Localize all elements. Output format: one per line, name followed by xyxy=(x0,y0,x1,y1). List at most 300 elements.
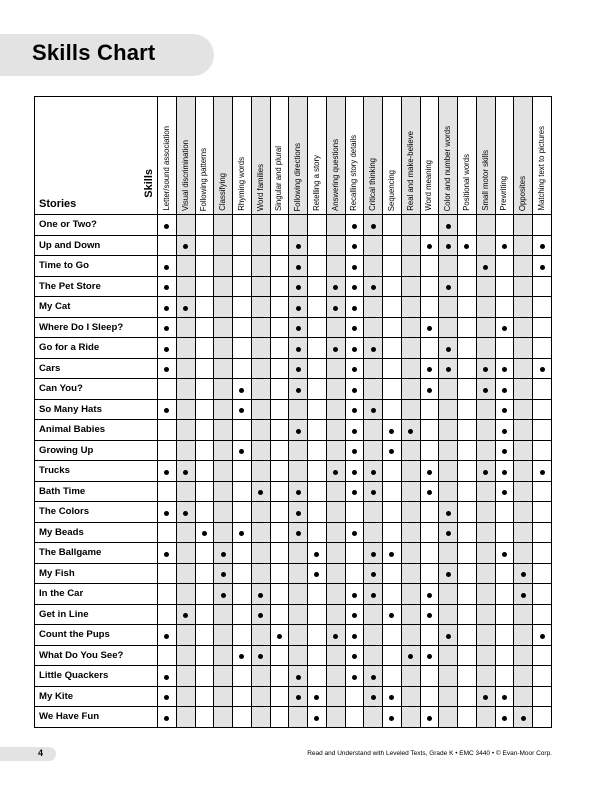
skill-cell xyxy=(495,358,514,379)
skill-cell xyxy=(233,625,252,646)
table-row xyxy=(35,379,552,400)
skill-header xyxy=(514,97,533,215)
skill-cell xyxy=(326,256,345,277)
skill-dot-icon xyxy=(314,572,319,577)
story-name: Trucks xyxy=(35,461,158,482)
skill-cell xyxy=(326,379,345,400)
skill-cell xyxy=(289,686,308,707)
skill-cell xyxy=(289,440,308,461)
skill-cell xyxy=(195,666,214,687)
skill-cell xyxy=(214,584,233,605)
skill-cell xyxy=(214,625,233,646)
skill-dot-icon xyxy=(352,613,357,618)
skill-dot-icon xyxy=(333,347,338,352)
skill-cell xyxy=(495,645,514,666)
skill-cell xyxy=(289,215,308,236)
skill-cell xyxy=(533,379,552,400)
skill-label: Visual discrimination xyxy=(180,140,190,211)
skill-cell xyxy=(476,543,495,564)
skill-cell xyxy=(308,338,327,359)
table-row xyxy=(35,502,552,523)
skill-dot-icon xyxy=(446,634,451,639)
skill-cell xyxy=(533,461,552,482)
skill-cell xyxy=(495,584,514,605)
skill-cell xyxy=(176,481,195,502)
skill-dot-icon xyxy=(183,306,188,311)
skill-cell xyxy=(270,645,289,666)
skill-cell xyxy=(401,317,420,338)
skill-cell xyxy=(176,399,195,420)
skill-cell xyxy=(345,481,364,502)
skill-cell xyxy=(326,317,345,338)
table-row xyxy=(35,707,552,728)
skill-cell xyxy=(251,625,270,646)
skill-header xyxy=(458,97,477,215)
skill-dot-icon xyxy=(389,449,394,454)
skill-dot-icon xyxy=(427,613,432,618)
skill-cell xyxy=(233,461,252,482)
skill-cell xyxy=(251,276,270,297)
skill-dot-icon xyxy=(296,695,301,700)
skill-cell xyxy=(176,645,195,666)
skill-cell xyxy=(458,522,477,543)
skill-cell xyxy=(533,297,552,318)
skill-cell xyxy=(270,358,289,379)
skill-cell xyxy=(214,338,233,359)
skill-cell xyxy=(495,686,514,707)
skill-cell xyxy=(383,686,402,707)
skill-cell xyxy=(401,481,420,502)
skill-cell xyxy=(383,256,402,277)
skill-cell xyxy=(326,666,345,687)
skill-cell xyxy=(439,338,458,359)
skill-cell xyxy=(308,543,327,564)
skill-dot-icon xyxy=(446,367,451,372)
skill-cell xyxy=(533,338,552,359)
skill-cell xyxy=(326,399,345,420)
skill-cell xyxy=(514,502,533,523)
skill-cell xyxy=(158,338,177,359)
skill-cell xyxy=(176,563,195,584)
skill-cell xyxy=(158,420,177,441)
skill-cell xyxy=(251,707,270,728)
skill-dot-icon xyxy=(296,244,301,249)
skill-dot-icon xyxy=(296,531,301,536)
skill-cell xyxy=(195,399,214,420)
skill-cell xyxy=(383,338,402,359)
skill-dot-icon xyxy=(446,531,451,536)
skill-cell xyxy=(364,563,383,584)
skill-cell xyxy=(270,666,289,687)
skill-cell xyxy=(345,604,364,625)
skill-cell xyxy=(458,481,477,502)
skill-dot-icon xyxy=(164,224,169,229)
skill-cell xyxy=(420,625,439,646)
skill-cell xyxy=(439,481,458,502)
skill-cell xyxy=(401,645,420,666)
skill-cell xyxy=(514,686,533,707)
skill-cell xyxy=(533,256,552,277)
skill-label: Positional words xyxy=(461,154,471,211)
skill-cell xyxy=(214,563,233,584)
skill-dot-icon xyxy=(446,244,451,249)
skill-cell xyxy=(233,338,252,359)
skill-cell xyxy=(514,317,533,338)
skill-cell xyxy=(439,297,458,318)
skill-cell xyxy=(383,215,402,236)
skill-cell xyxy=(401,522,420,543)
skill-dot-icon xyxy=(352,470,357,475)
footer-credit: Read and Understand with Leveled Texts, Grade K • EMC 3440 • © Evan-Moor Corp. xyxy=(307,750,552,757)
skill-cell xyxy=(158,666,177,687)
skill-cell xyxy=(383,358,402,379)
skill-cell xyxy=(514,358,533,379)
skill-cell xyxy=(158,235,177,256)
skill-dot-icon xyxy=(164,634,169,639)
skill-cell xyxy=(401,399,420,420)
skill-dot-icon xyxy=(352,449,357,454)
skill-dot-icon xyxy=(371,593,376,598)
skill-cell xyxy=(476,235,495,256)
skill-cell xyxy=(383,707,402,728)
skill-cell xyxy=(439,358,458,379)
skill-cell xyxy=(458,215,477,236)
skill-cell xyxy=(364,666,383,687)
skill-cell xyxy=(176,604,195,625)
skill-dot-icon xyxy=(296,490,301,495)
skill-cell xyxy=(533,543,552,564)
skill-cell xyxy=(476,502,495,523)
skill-dot-icon xyxy=(352,224,357,229)
skill-cell xyxy=(476,440,495,461)
skill-cell xyxy=(308,215,327,236)
skill-cell xyxy=(345,625,364,646)
table-row xyxy=(35,358,552,379)
skill-dot-icon xyxy=(502,408,507,413)
skill-cell xyxy=(251,338,270,359)
skill-cell xyxy=(214,666,233,687)
table-row xyxy=(35,543,552,564)
skill-cell xyxy=(176,276,195,297)
skill-dot-icon xyxy=(502,367,507,372)
skill-dot-icon xyxy=(483,695,488,700)
story-name: We Have Fun xyxy=(35,707,158,728)
skill-cell xyxy=(195,420,214,441)
skill-cell xyxy=(383,522,402,543)
skill-cell xyxy=(533,645,552,666)
skill-cell xyxy=(458,645,477,666)
skill-label: Singular and plural xyxy=(274,145,284,211)
skill-cell xyxy=(158,297,177,318)
skill-cell xyxy=(176,686,195,707)
skill-cell xyxy=(476,399,495,420)
skill-dot-icon xyxy=(258,613,263,618)
skill-cell xyxy=(533,215,552,236)
skill-cell xyxy=(326,645,345,666)
skill-cell xyxy=(364,317,383,338)
skill-label: Small motor skills xyxy=(480,150,490,211)
skill-cell xyxy=(326,276,345,297)
skill-cell xyxy=(533,276,552,297)
skill-dot-icon xyxy=(483,367,488,372)
skill-cell xyxy=(420,297,439,318)
skill-dot-icon xyxy=(296,388,301,393)
skill-header xyxy=(270,97,289,215)
table-row xyxy=(35,481,552,502)
skill-cell xyxy=(233,379,252,400)
skill-cell xyxy=(195,522,214,543)
skill-label: Rhyming words xyxy=(236,157,246,211)
story-name: The Pet Store xyxy=(35,276,158,297)
skill-cell xyxy=(214,604,233,625)
skill-cell xyxy=(476,563,495,584)
skill-cell xyxy=(270,686,289,707)
skill-cell xyxy=(458,338,477,359)
skill-cell xyxy=(514,543,533,564)
skill-dot-icon xyxy=(164,552,169,557)
skill-cell xyxy=(176,379,195,400)
skill-cell xyxy=(158,256,177,277)
skill-cell xyxy=(439,399,458,420)
skill-cell xyxy=(158,686,177,707)
skill-cell xyxy=(514,399,533,420)
table-row xyxy=(35,686,552,707)
skill-cell xyxy=(195,256,214,277)
page-number-tab xyxy=(0,747,56,761)
skill-cell xyxy=(289,625,308,646)
skill-cell xyxy=(476,461,495,482)
skill-cell xyxy=(495,338,514,359)
skill-cell xyxy=(158,563,177,584)
skill-cell xyxy=(214,502,233,523)
skill-cell xyxy=(158,461,177,482)
skill-cell xyxy=(364,420,383,441)
skill-cell xyxy=(233,358,252,379)
story-name: My Fish xyxy=(35,563,158,584)
skill-label: Letter/sound association xyxy=(161,126,171,211)
skill-cell xyxy=(439,235,458,256)
skill-dot-icon xyxy=(164,675,169,680)
skill-cell xyxy=(308,502,327,523)
skill-cell xyxy=(401,543,420,564)
skill-cell xyxy=(176,666,195,687)
skill-cell xyxy=(364,235,383,256)
skill-cell xyxy=(251,399,270,420)
table-row xyxy=(35,563,552,584)
skill-cell xyxy=(251,522,270,543)
skill-cell xyxy=(458,420,477,441)
table-row xyxy=(35,317,552,338)
skill-cell xyxy=(326,461,345,482)
skill-dot-icon xyxy=(296,306,301,311)
skill-cell xyxy=(289,297,308,318)
skill-cell xyxy=(289,379,308,400)
skill-cell xyxy=(458,563,477,584)
skill-dot-icon xyxy=(502,244,507,249)
table-row xyxy=(35,625,552,646)
skill-header xyxy=(533,97,552,215)
skill-cell xyxy=(495,235,514,256)
skill-cell xyxy=(514,338,533,359)
table-row xyxy=(35,276,552,297)
skill-cell xyxy=(308,399,327,420)
story-name: Get in Line xyxy=(35,604,158,625)
skill-cell xyxy=(514,297,533,318)
skill-cell xyxy=(251,584,270,605)
story-name: So Many Hats xyxy=(35,399,158,420)
skill-dot-icon xyxy=(352,347,357,352)
skill-cell xyxy=(270,604,289,625)
skill-cell xyxy=(345,707,364,728)
skill-dot-icon xyxy=(352,306,357,311)
skill-cell xyxy=(233,215,252,236)
skill-dot-icon xyxy=(483,470,488,475)
skill-cell xyxy=(401,276,420,297)
skill-cell xyxy=(270,543,289,564)
skill-cell xyxy=(195,686,214,707)
skill-cell xyxy=(326,707,345,728)
skill-cell xyxy=(383,502,402,523)
skill-cell xyxy=(308,522,327,543)
skill-cell xyxy=(495,461,514,482)
skill-cell xyxy=(420,686,439,707)
skill-dot-icon xyxy=(427,654,432,659)
skill-cell xyxy=(420,420,439,441)
skill-cell xyxy=(289,358,308,379)
skill-cell xyxy=(251,358,270,379)
skill-cell xyxy=(326,584,345,605)
skill-dot-icon xyxy=(389,613,394,618)
skill-cell xyxy=(364,707,383,728)
skill-cell xyxy=(326,215,345,236)
skill-cell xyxy=(420,256,439,277)
skill-cell xyxy=(289,666,308,687)
skill-cell xyxy=(476,215,495,236)
skill-dot-icon xyxy=(521,572,526,577)
skill-cell xyxy=(326,686,345,707)
skill-cell xyxy=(176,707,195,728)
skill-header xyxy=(233,97,252,215)
skill-dot-icon xyxy=(502,326,507,331)
skill-cell xyxy=(420,522,439,543)
skill-dot-icon xyxy=(408,654,413,659)
skill-dot-icon xyxy=(389,429,394,434)
skill-cell xyxy=(289,502,308,523)
skill-cell xyxy=(514,379,533,400)
skill-cell xyxy=(439,215,458,236)
skill-cell xyxy=(495,604,514,625)
skill-cell xyxy=(533,604,552,625)
skill-cell xyxy=(439,563,458,584)
skill-label: Retelling a story xyxy=(311,155,321,211)
skill-dot-icon xyxy=(371,347,376,352)
skill-dot-icon xyxy=(164,470,169,475)
table-row xyxy=(35,399,552,420)
skill-cell xyxy=(158,584,177,605)
skill-dot-icon xyxy=(164,695,169,700)
skill-cell xyxy=(495,440,514,461)
skill-label: Following directions xyxy=(293,142,303,211)
skill-cell xyxy=(214,317,233,338)
skill-cell xyxy=(533,522,552,543)
skill-dot-icon xyxy=(352,490,357,495)
skill-cell xyxy=(439,256,458,277)
skill-cell xyxy=(214,235,233,256)
skill-cell xyxy=(345,645,364,666)
skill-cell xyxy=(476,276,495,297)
skill-cell xyxy=(533,358,552,379)
skill-dot-icon xyxy=(202,531,207,536)
skill-cell xyxy=(195,461,214,482)
skill-cell xyxy=(364,625,383,646)
story-name: Go for a Ride xyxy=(35,338,158,359)
skill-header xyxy=(439,97,458,215)
skill-cell xyxy=(439,420,458,441)
skill-header xyxy=(495,97,514,215)
skill-header xyxy=(251,97,270,215)
skills-label: Skills xyxy=(143,169,155,198)
skill-cell xyxy=(458,317,477,338)
skill-dot-icon xyxy=(540,265,545,270)
skill-cell xyxy=(308,276,327,297)
story-name: Count the Pups xyxy=(35,625,158,646)
skill-dot-icon xyxy=(502,449,507,454)
skill-cell xyxy=(364,440,383,461)
skill-dot-icon xyxy=(446,572,451,577)
skill-dot-icon xyxy=(446,347,451,352)
skill-dot-icon xyxy=(540,367,545,372)
skill-cell xyxy=(364,604,383,625)
skill-cell xyxy=(439,440,458,461)
skill-cell xyxy=(270,584,289,605)
skill-cell xyxy=(308,461,327,482)
skill-label: Critical thinking xyxy=(368,158,378,211)
skill-cell xyxy=(308,235,327,256)
skill-cell xyxy=(270,399,289,420)
skill-cell xyxy=(420,461,439,482)
skill-cell xyxy=(289,399,308,420)
skill-cell xyxy=(420,563,439,584)
skill-cell xyxy=(308,379,327,400)
skill-dot-icon xyxy=(446,224,451,229)
skill-dot-icon xyxy=(296,265,301,270)
skill-cell xyxy=(214,461,233,482)
skill-dot-icon xyxy=(164,306,169,311)
skill-cell xyxy=(458,666,477,687)
skill-cell xyxy=(289,707,308,728)
skill-cell xyxy=(251,563,270,584)
skill-cell xyxy=(383,297,402,318)
skill-cell xyxy=(233,297,252,318)
skill-cell xyxy=(158,215,177,236)
skill-header xyxy=(364,97,383,215)
skill-cell xyxy=(458,502,477,523)
skill-cell xyxy=(214,215,233,236)
skill-cell xyxy=(476,338,495,359)
skill-cell xyxy=(495,317,514,338)
skill-cell xyxy=(251,235,270,256)
skill-cell xyxy=(345,461,364,482)
skill-dot-icon xyxy=(258,593,263,598)
skill-cell xyxy=(345,686,364,707)
skill-cell xyxy=(195,543,214,564)
skill-dot-icon xyxy=(183,613,188,618)
skill-cell xyxy=(533,625,552,646)
skill-cell xyxy=(345,584,364,605)
skill-dot-icon xyxy=(540,244,545,249)
skill-cell xyxy=(364,543,383,564)
skill-cell xyxy=(176,256,195,277)
